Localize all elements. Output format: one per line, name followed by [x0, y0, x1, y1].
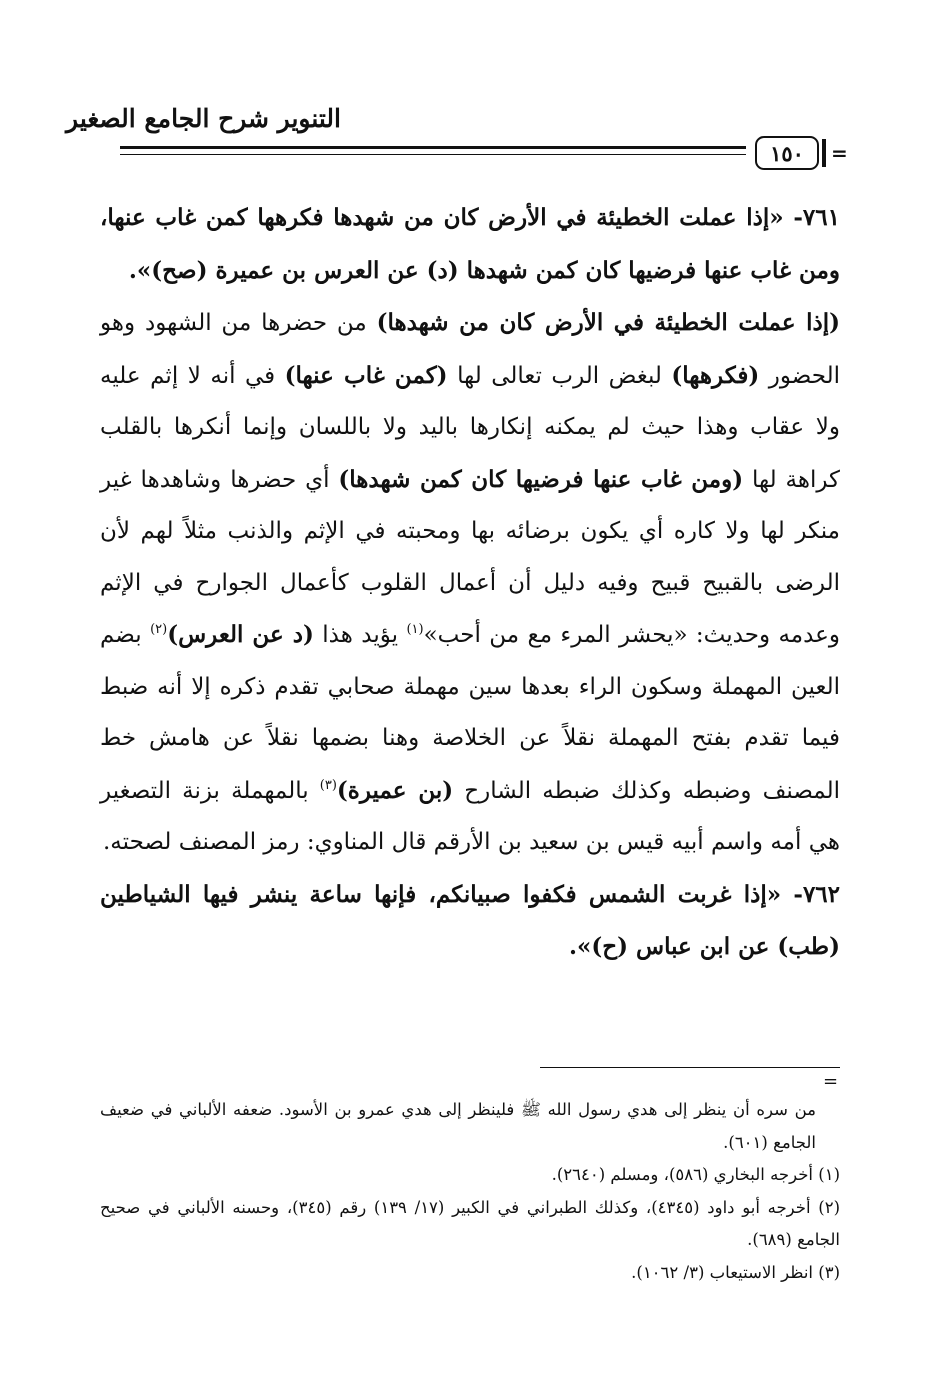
footnote-separator — [540, 1067, 840, 1068]
footnote-ref-1: (١) — [406, 622, 424, 637]
footnotes — [100, 1094, 840, 1289]
commentary-text: لبغض الرب تعالى لها — [447, 362, 672, 389]
page-number: ١٥٠ — [770, 140, 804, 166]
commentary-text: أي حضرها وشاهدها غير منكر لها ولا كاره أي يكون برضائه بها ومحبته في الإثم والذنب مثلاً لهم لأن الرضى بالقبيح قبيح وفيه دليل أن أعمال القلوب كأعمال الجوارح في الإثم وعدمه وحديث: «يحشر المرء مع من أحب» — [100, 466, 841, 648]
footnote-1: (١) أخرجه البخاري (٥٨٦)، ومسلم (٢٦٤٠). — [551, 1165, 840, 1184]
commentary-text: في أنه لا إثم عليه ولا عقاب وهذا حيث لم يمكنه إنكارها باليد ولا باللسان وإنما أنكرها بالقلب كراهة لها — [100, 362, 840, 493]
hadith-number: ٧٦١- — [783, 204, 840, 231]
page-badge-bar — [822, 139, 826, 167]
header-continuation-mark: = — [831, 141, 848, 165]
hadith-text: «إذا غربت الشمس فكفوا صبيانكم، فإنها ساعة ينشر فيها الشياطين (طب) عن ابن عباس (ح)». — [100, 880, 840, 960]
footnote-3: (٣) انظر الاستيعاب (٣/ ١٠٦٢). — [631, 1262, 840, 1282]
commentary-text: بضم العين المهملة وسكون الراء بعدها سين مهملة صحابي تقدم ذكره إلا أنه ضبط فيما تقدم بفتح المهملة نقلاً عن الخلاصة وهنا بضمها نقلاً عن هامش خط المصنف وضبطه وكذلك ضبطه الشارح — [100, 622, 840, 804]
commentary-quote: (د عن العرس) — [167, 621, 314, 648]
commentary-quote: (فكرهها) — [671, 361, 760, 389]
main-text — [100, 192, 840, 974]
running-title: التنوير شرح الجامع الصغير — [66, 104, 341, 133]
hadith-762 — [100, 869, 840, 974]
footnote-ref-3: (٣) — [319, 777, 337, 793]
page-number-badge — [755, 136, 819, 170]
commentary-text: من حضرها من الشهود وهو الحضور — [100, 310, 840, 389]
hadith-text: «إذا عملت الخطيئة في الأرض كان من شهدها فكرهها كمن غاب عنها، ومن غاب عنها فرضيها كان كمن شهدها (د) عن العرس بن عميرة (صح)». — [100, 204, 840, 284]
commentary-text: يؤيد هذا — [313, 622, 407, 648]
commentary-quote: (بن عميرة) — [336, 776, 454, 804]
footnote-continued: من سره أن ينظر إلى هدي رسول الله ﷺ فلينظر إلى هدي عمرو بن الأسود. ضعفه الألباني في ضعيف الجامع (٦٠١). — [100, 1100, 816, 1152]
commentary-quote: (كمن غاب عنها) — [284, 361, 448, 389]
commentary-text: بالمهملة بزنة التصغير هي أمه واسم أبيه قيس بن سعيد بن الأرقم قال المناوي: رمز المصنف لصحته. — [100, 777, 840, 855]
commentary-quote: (إذا عملت الخطيئة في الأرض كان من شهدها) — [376, 309, 840, 336]
hadith-761 — [100, 192, 840, 297]
commentary-761 — [100, 297, 840, 869]
hadith-number: ٧٦٢- — [781, 880, 840, 908]
header-rule-thick — [120, 146, 746, 149]
commentary-quote: (ومن غاب عنها فرضيها كان كمن شهدها) — [338, 465, 744, 493]
footnote-2: (٢) أخرجه أبو داود (٤٣٤٥)، وكذلك الطبراني في الكبير (١٧/ ١٣٩) رقم (٣٤٥)، وحسنه الألباني في صحيح الجامع (٦٨٩). — [100, 1197, 840, 1249]
footnote-ref-2: (٢) — [150, 622, 168, 637]
header-rule-thin — [120, 154, 746, 155]
footnote-continuation-mark: = — [823, 1071, 839, 1092]
